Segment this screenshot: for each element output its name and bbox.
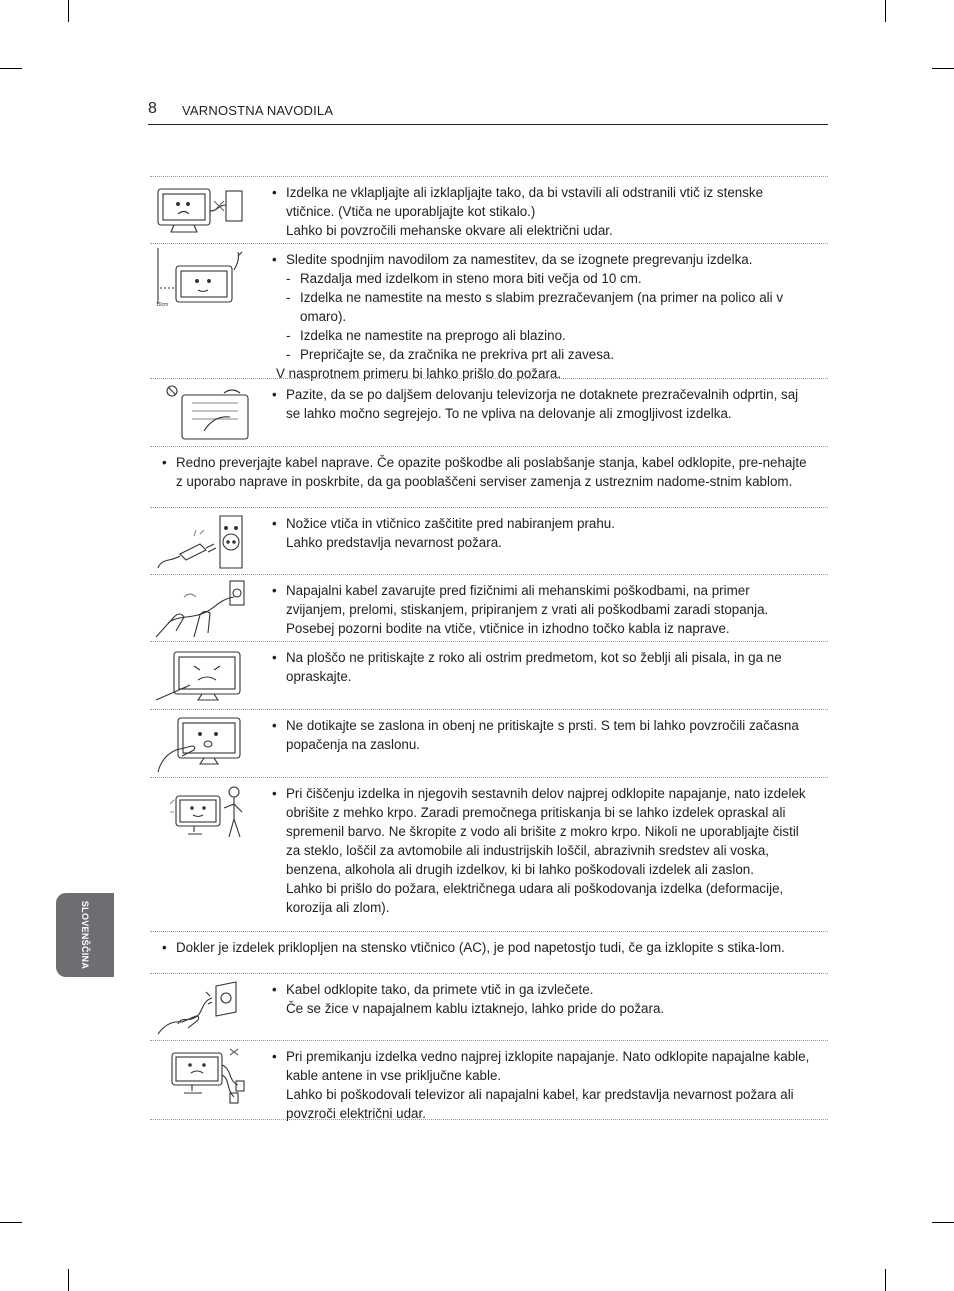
safety-item <box>150 507 828 575</box>
bullet-text: • Nožice vtiča in vtičnico zaščitite pred nabiranjem prahu. <box>272 514 812 533</box>
sharp-object-tv-illustration-icon <box>154 646 246 706</box>
bullet-text: • Pri čiščenju izdelka in njegovih sestavnih delov najprej odklopite napajanje, nato izdelek obrišite z mehko krpo. Zaradi premočnega pritiskanja bi se lahko izdelek opraskal ali spremenil barvo. Ne škropite z vodo ali brišite z mokro krpo. Nikoli ne uporabljajte čistil za steklo, loščil za avtomobile ali industrijskih loščil, abrazivnih sredstev ali voska, benzena, alkohola ali drugih izdelkov, ki bi lahko poškodovali izdelek ali zaslon. <box>272 784 812 879</box>
crop-mark <box>932 1222 954 1223</box>
moving-tv-illustration-icon <box>168 1045 260 1105</box>
sub-item: - Prepričajte se, da zračnika ne prekriva prt ali zavesa. <box>272 345 812 364</box>
bullet-text: • Na ploščo ne pritiskajte z roko ali ostrim predmetom, kot so žeblji ali pisala, in ga ne opraskajte. <box>272 648 812 686</box>
page-number: 8 <box>148 100 157 117</box>
safety-item <box>150 973 828 1041</box>
bullet-text: • Pazite, da se po daljšem delovanju televizorja ne dotaknete prezračevalnih odprtin, saj se lahko močno segrejejo. To ne vpliva na delovanje ali zmogljivost izdelka. <box>272 385 812 423</box>
crop-mark <box>885 0 886 22</box>
crop-mark <box>885 1269 886 1291</box>
cleaning-tv-illustration-icon <box>168 782 260 842</box>
safety-item <box>150 574 828 642</box>
continuation-text: Če se žice v napajalnem kablu iztaknejo, lahko pride do požara. <box>286 1001 665 1016</box>
continuation-text: V nasprotnem primeru bi lahko prišlo do požara. <box>276 366 562 381</box>
crop-mark <box>68 1269 69 1291</box>
safety-item <box>150 1040 828 1120</box>
crop-mark <box>932 68 954 69</box>
language-label: SLOVENŠČINA <box>80 900 90 970</box>
safety-item <box>150 243 828 379</box>
sub-item: - Izdelka ne namestite na mesto s slabim prezračevanjem (na primer na polico ali v omaro). <box>272 288 812 326</box>
safety-item <box>150 709 828 778</box>
bullet-text: • Redno preverjajte kabel naprave. Če opazite poškodbe ali poslabšanje stanja, kabel odklopite, pre-nehajte z uporabo naprave in poskrbite, da ga pooblaščeni serviser zamenja z ustreznim nadome-stnim kablom. <box>162 453 816 491</box>
bullet-text: • Sledite spodnjim navodilom za namestitev, da se izognete pregrevanju izdelka. <box>272 250 812 269</box>
cable-damage-illustration-icon <box>154 579 246 639</box>
page-header <box>148 100 828 125</box>
distance-label: 10cm <box>156 302 169 308</box>
sub-item: - Razdalja med izdelkom in steno mora biti večja od 10 cm. <box>272 269 812 288</box>
safety-item <box>150 931 828 974</box>
bullet-text: • Napajalni kabel zavarujte pred fizičnimi ali mehanskimi poškodbami, na primer zvijanjem, prelomi, stiskanjem, pripiranjem z vrati ali poškodbami zaradi stopanja. Posebej pozorni bodite na vtiče, vtičnice in izhodno točko kabla iz naprave. <box>272 581 812 638</box>
pull-plug-illustration-icon <box>154 978 246 1038</box>
bullet-text: • Izdelka ne vklapljajte ali izklapljajte tako, da bi vstavili ali odstranili vtič iz stenske vtičnice. (Vtiča ne uporabljajte kot stikalo.) <box>272 183 812 221</box>
hot-vent-illustration-icon <box>164 383 256 445</box>
bullet-text: • Kabel odklopite tako, da primete vtič in ga izvlečete. <box>272 980 812 999</box>
safety-item <box>150 777 828 932</box>
continuation-text: Lahko bi prišlo do požara, električnega udara ali poškodovanja izdelka (deformacije, korozija ali zlom). <box>286 881 784 915</box>
crop-mark <box>0 1222 22 1223</box>
crop-mark <box>0 68 22 69</box>
dusty-plug-illustration-icon <box>154 512 246 572</box>
continuation-text: Lahko bi poškodovali televizor ali napajalni kabel, kar predstavlja nevarnost požara ali povzroči električni udar. <box>286 1087 794 1121</box>
continuation-text: Lahko bi povzročili mehanske okvare ali električni udar. <box>286 223 613 238</box>
safety-item <box>150 641 828 710</box>
safety-item <box>150 176 828 244</box>
bullet-text: • Dokler je izdelek priklopljen na stensko vtičnico (AC), je pod napetostjo tudi, če ga izklopite s stika-lom. <box>162 938 816 957</box>
tv-ventilation-illustration-icon <box>154 248 246 310</box>
finger-touch-tv-illustration-icon <box>154 714 246 774</box>
bullet-text: • Ne dotikajte se zaslona in obenj ne pritiskajte s prsti. S tem bi lahko povzročili začasna popačenja na zaslonu. <box>272 716 812 754</box>
crop-mark <box>68 0 69 22</box>
safety-item <box>150 446 828 508</box>
page-title: VARNOSTNA NAVODILA <box>182 103 334 118</box>
continuation-text: Lahko predstavlja nevarnost požara. <box>286 535 502 550</box>
language-side-tab <box>56 893 114 977</box>
safety-item <box>150 378 828 447</box>
sub-item: - Izdelka ne namestite na preprogo ali blazino. <box>272 326 812 345</box>
bullet-text: • Pri premikanju izdelka vedno najprej izklopite napajanje. Nato odklopite napajalne kable, kable antene in vse priključne kable. <box>272 1047 812 1085</box>
unplug-tv-illustration-icon <box>154 181 246 237</box>
